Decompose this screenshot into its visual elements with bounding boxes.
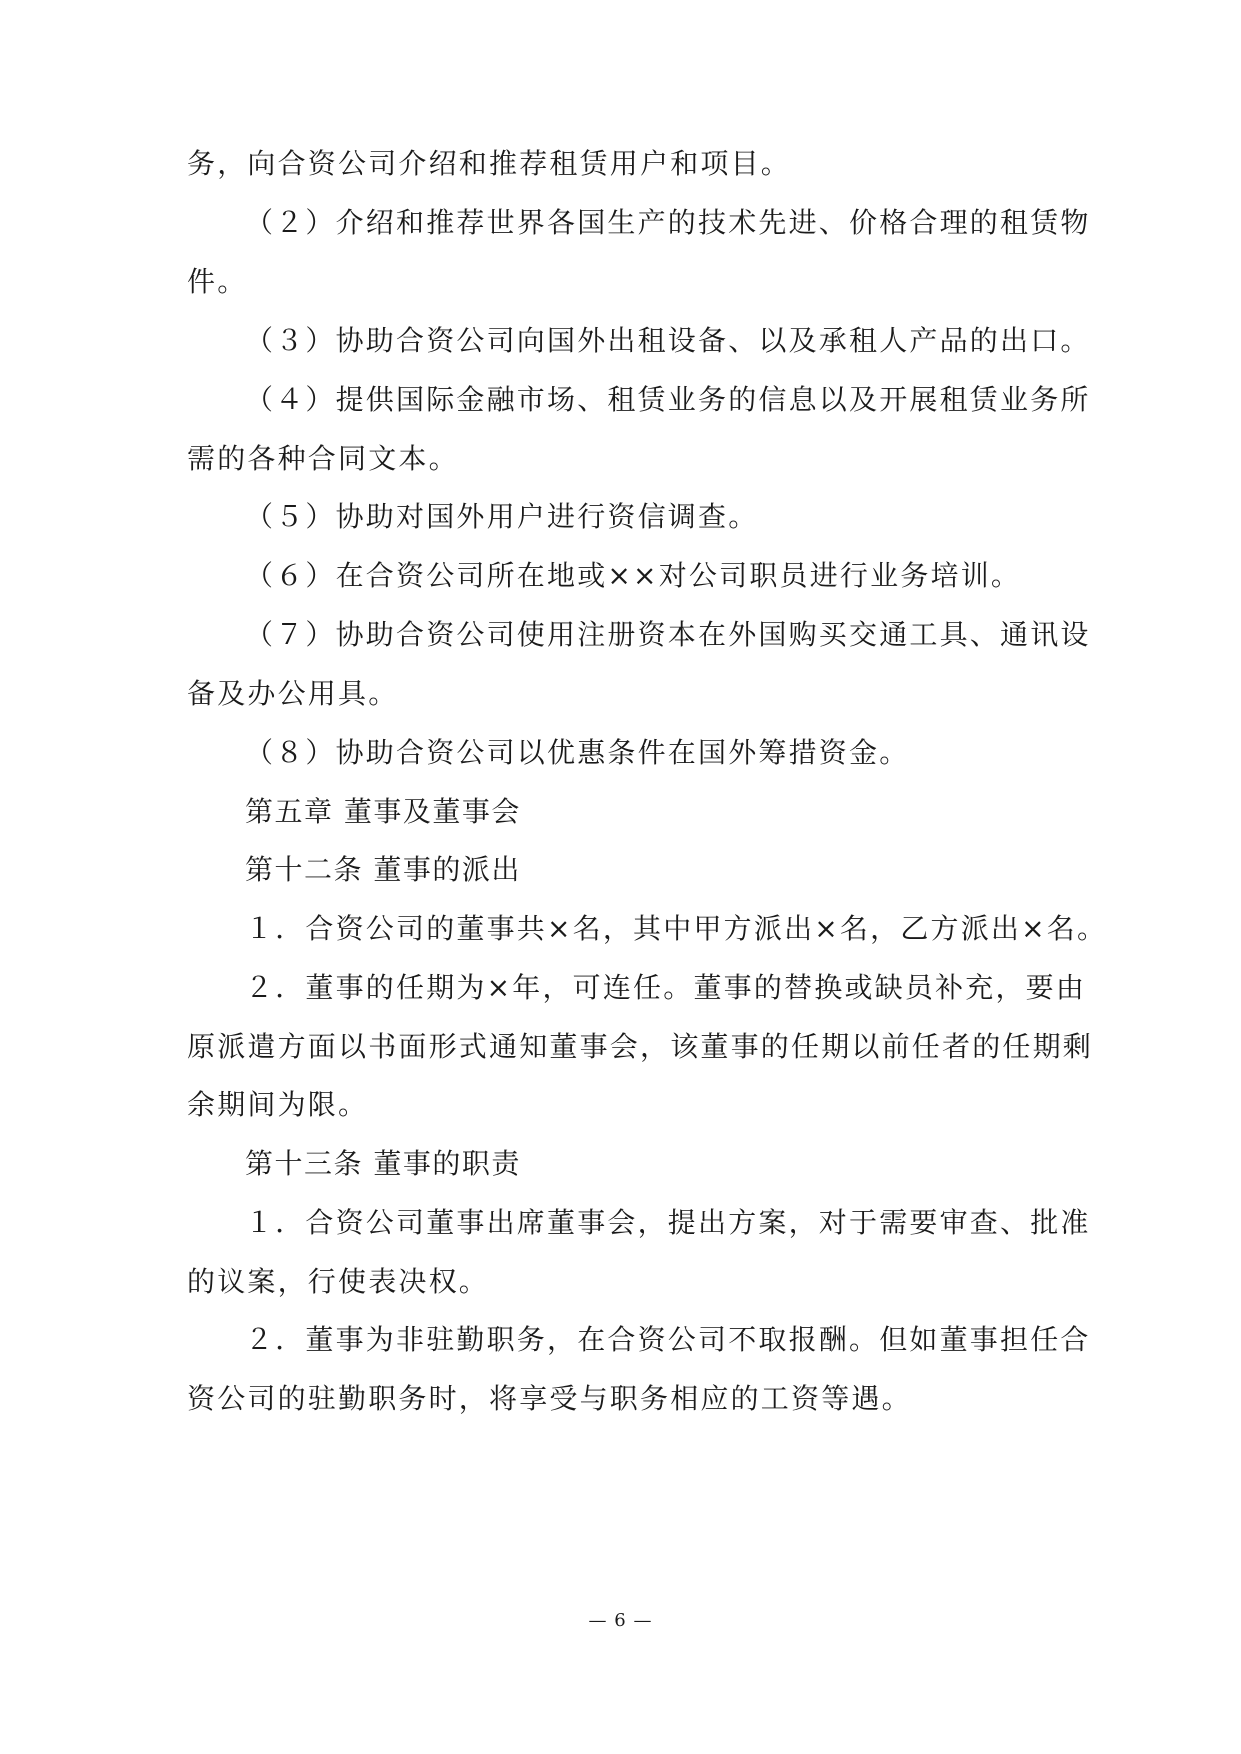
list-item-7-line-1: （７）协助合资公司使用注册资本在外国购买交通工具、通讯设	[245, 618, 1091, 651]
list-item-6: （６）在合资公司所在地或××对公司职员进行业务培训。	[245, 559, 1022, 592]
article-13-heading: 第十三条 董事的职责	[245, 1147, 521, 1180]
page-number: — 6 —	[588, 1610, 653, 1631]
article-13-clause-2-line-2: 资公司的驻勤职务时，将享受与职务相应的工资等遇。	[187, 1382, 912, 1415]
list-item-5: （５）协助对国外用户进行资信调查。	[245, 500, 759, 533]
list-item-7-line-2: 备及办公用具。	[187, 677, 399, 710]
list-item-8: （８）协助合资公司以优惠条件在国外筹措资金。	[245, 736, 910, 769]
article-13-clause-1-line-1: １．合资公司董事出席董事会，提出方案，对于需要审查、批准	[245, 1206, 1091, 1239]
article-12-clause-2-line-1: ２．董事的任期为×年，可连任。董事的替换或缺员补充，要由	[245, 971, 1087, 1004]
article-12-clause-1: １．合资公司的董事共×名，其中甲方派出×名，乙方派出×名。	[245, 912, 1108, 945]
article-13-clause-1-line-2: 的议案，行使表决权。	[187, 1265, 490, 1298]
list-item-2-line-2: 件。	[187, 265, 248, 298]
chapter-heading: 第五章 董事及董事会	[245, 795, 521, 828]
list-item-4-line-2: 需的各种合同文本。	[187, 442, 459, 475]
paragraph-line: 务，向合资公司介绍和推荐租赁用户和项目。	[187, 147, 792, 180]
article-13-clause-2-line-1: ２．董事为非驻勤职务，在合资公司不取报酬。但如董事担任合	[245, 1323, 1091, 1356]
list-item-2-line-1: （２）介绍和推荐世界各国生产的技术先进、价格合理的租赁物	[245, 206, 1091, 239]
article-12-clause-2-line-2: 原派遣方面以书面形式通知董事会，该董事的任期以前任者的任期剩	[187, 1030, 1094, 1063]
list-item-4-line-1: （４）提供国际金融市场、租赁业务的信息以及开展租赁业务所	[245, 383, 1091, 416]
article-12-clause-2-line-3: 余期间为限。	[187, 1088, 369, 1121]
list-item-3: （３）协助合资公司向国外出租设备、以及承租人产品的出口。	[245, 324, 1091, 357]
article-12-heading: 第十二条 董事的派出	[245, 853, 521, 886]
